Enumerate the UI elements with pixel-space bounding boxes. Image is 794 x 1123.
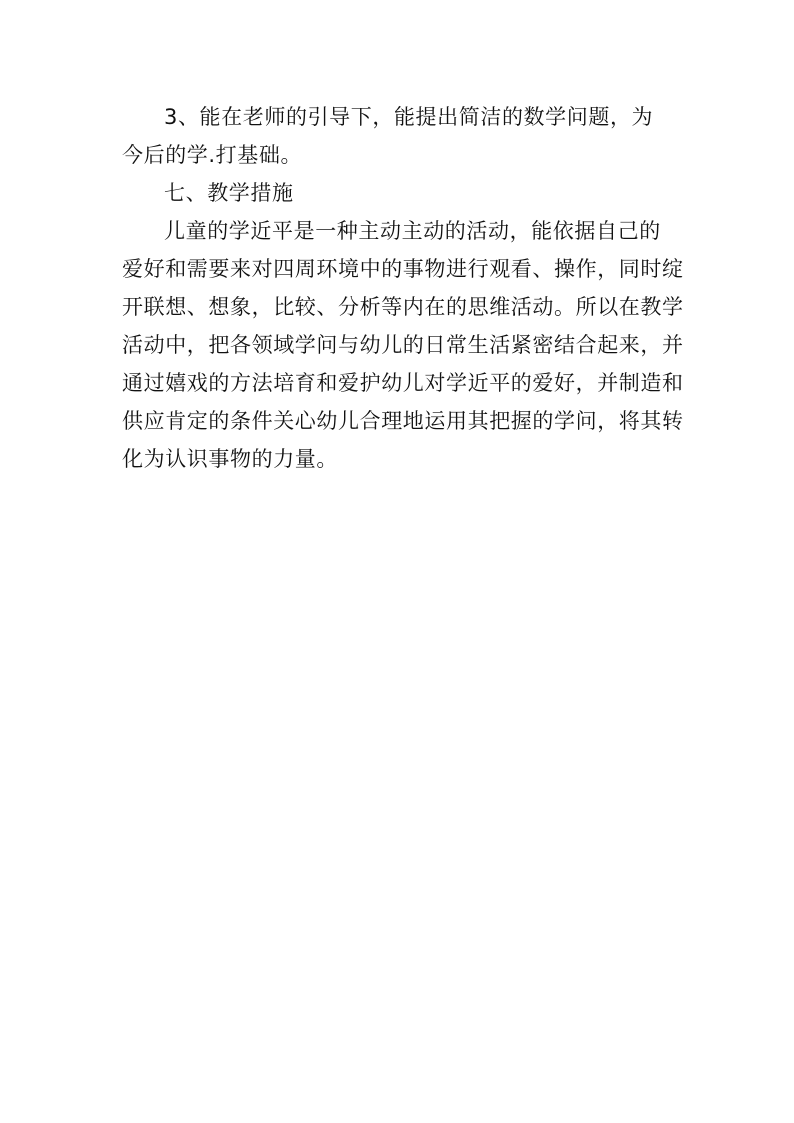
paragraph-line: 3、能在老师的引导下，能提出简洁的数学问题，为 — [164, 105, 654, 129]
heading-text: 七、教学措施 — [164, 181, 294, 205]
paragraph-line: 今后的学.打基础。 — [122, 143, 303, 167]
paragraph-line: 通过嬉戏的方法培育和爱护幼儿对学近平的爱好，并制造和 — [122, 371, 684, 395]
paragraph-line: 供应肯定的条件关心幼儿合理地运用其把握的学问，将其转 — [122, 409, 684, 433]
paragraph-line: 开联想、想象，比较、分析等内在的思维活动。所以在教学 — [122, 295, 684, 319]
paragraph-line: 活动中，把各领域学问与幼儿的日常生活紧密结合起来，并 — [122, 333, 684, 357]
section-heading — [122, 174, 674, 212]
paragraph-line: 化为认识事物的力量。 — [122, 447, 338, 471]
paragraph-teaching-measures — [122, 212, 684, 478]
paragraph-goal-3 — [122, 98, 674, 174]
document-body — [122, 98, 684, 478]
paragraph-line: 爱好和需要来对四周环境中的事物进行观看、操作，同时绽 — [122, 257, 684, 281]
paragraph-line: 儿童的学近平是一种主动主动的活动，能依据自己的 — [164, 219, 661, 243]
